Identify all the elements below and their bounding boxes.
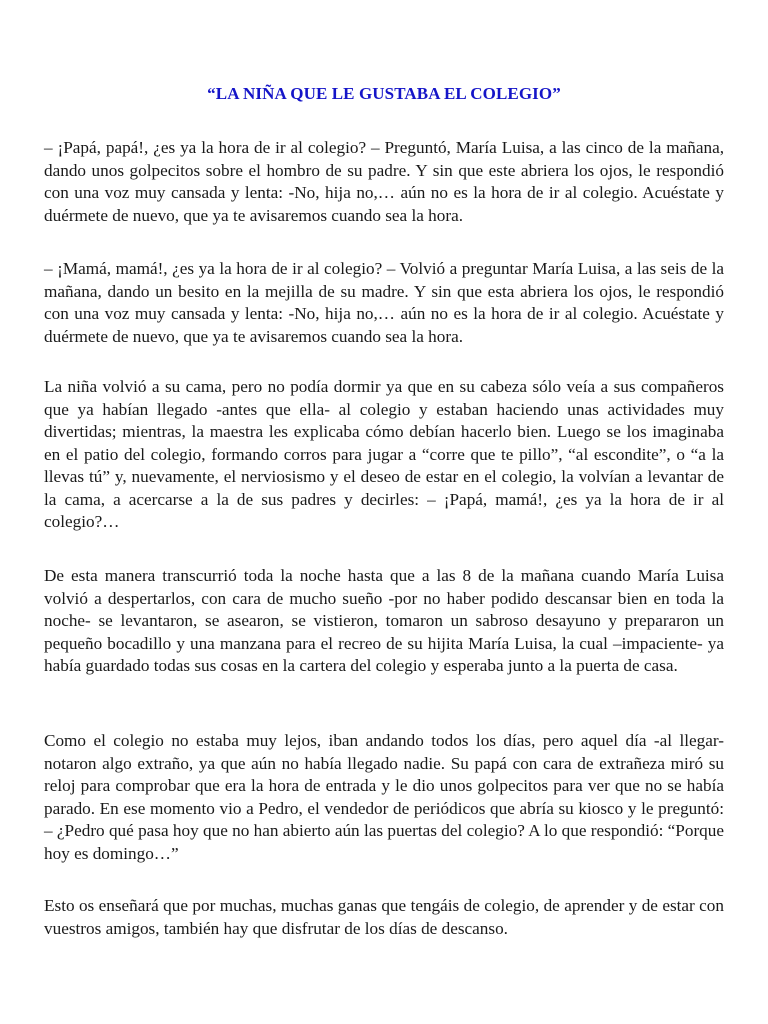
paragraph-4: De esta manera transcurrió toda la noche hasta que a las 8 de la mañana cuando María Luisa volvió a despertarlos, con cara de mucho sueño -por no haber podido descansar bien en toda la noche- se levantaron, se asearon, se vistieron, tomaron un sabroso desayuno y prepararon un pequeño bocadillo y una manzana para el recreo de su hijita María Luisa, la cual –impaciente- ya había guardado todas sus cosas en la cartera del colegio y esperaba junto a la puerta de casa. <box>44 566 724 675</box>
paragraph-5: Como el colegio no estaba muy lejos, iban andando todos los días, pero aquel día -al llegar- notaron algo extraño, ya que aún no había llegado nadie. Su papá con cara de extrañeza miró su reloj para comprobar que era la hora de entrada y le dio unos golpecitos para ver que no se había parado. En ese momento vio a Pedro, el vendedor de periódicos que abría su kiosco y le preguntó: – ¿Pedro qué pasa hoy que no han abierto aún las puertas del colegio? A lo que respondió: “Porque hoy es domingo…” <box>44 731 724 863</box>
paragraph-1: – ¡Papá, papá!, ¿es ya la hora de ir al colegio? – Preguntó, María Luisa, a las cinco de la mañana, dando unos golpecitos sobre el hombro de su padre. Y sin que este abriera los ojos, le respondió con una voz muy cansada y lenta: -No, hija no,… aún no es la hora de ir al colegio. Acuéstate y duérmete de nuevo, que ya te avisaremos cuando sea la hora. <box>44 138 724 225</box>
paragraph-6: Esto os enseñará que por muchas, muchas ganas que tengáis de colegio, de aprender y de estar con vuestros amigos, también hay que disfrutar de los días de descanso. <box>44 896 724 938</box>
story-title: “LA NIÑA QUE LE GUSTABA EL COLEGIO” <box>207 84 561 103</box>
paragraph-3: La niña volvió a su cama, pero no podía dormir ya que en su cabeza sólo veía a sus compañeros que ya habían llegado -antes que ella- al colegio y estaban haciendo unas actividades muy divertidas; mientras, la maestra les explicaba cómo debían hacerlo bien. Luego se los imaginaba en el patio del colegio, formando corros para jugar a “corre que te pillo”, “al escondite”, o “a la llevas tú” y, nuevamente, el nerviosismo y el deseo de estar en el colegio, la volvían a levantar de la cama, a acercarse a la de sus padres y decirles: – ¡Papá, mamá!, ¿es ya la hora de ir al colegio?… <box>44 377 724 531</box>
paragraph-2: – ¡Mamá, mamá!, ¿es ya la hora de ir al colegio? – Volvió a preguntar María Luisa, a las seis de la mañana, dando un besito en la mejilla de su madre. Y sin que esta abriera los ojos, le respondió con una voz muy cansada y lenta: -No, hija no,… aún no es la hora de ir al colegio. Acuéstate y duérmete de nuevo, que ya te avisaremos cuando sea la hora. <box>44 259 724 346</box>
